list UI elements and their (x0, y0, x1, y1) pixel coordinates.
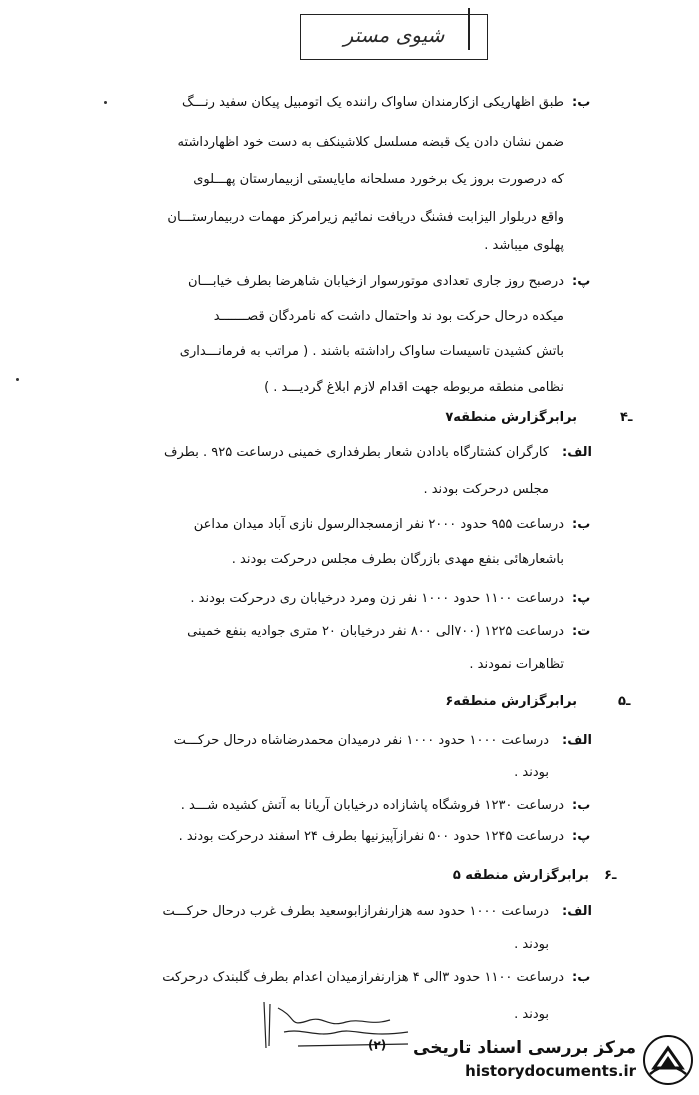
item-mark-b: ب: (572, 517, 591, 532)
item-mark-b: ب: (572, 798, 591, 813)
text-line: درساعت ۱۱۰۰ حدود ۳الی ۴ هزارنفرازمیدان اعدام بطرف گلبندک درحرکت (162, 970, 564, 985)
text-line: واقع دربلوار الیزابت فشنگ دریافت نمائیم زیرامرکز مهمات دربیمارستـــان (167, 210, 564, 225)
section-heading: برابرگزارش منطقه۶ (445, 694, 577, 709)
text-line: درصبح روز جاری تعدادی موتورسوار ازخیابان شاهرضا بطرف خیابـــان (187, 274, 564, 289)
stamp-handwriting: شیوی مستر (343, 23, 445, 47)
text-line: بودند . (514, 937, 549, 952)
text-line: درساعت ۱۲۳۰ فروشگاه پاشازاده درخیابان آریانا به آتش کشیده شـــد . (180, 798, 564, 813)
item-mark-b: ب: (572, 970, 591, 985)
item-mark-alef: الف: (562, 733, 593, 748)
section-number-5: ـ۵ (618, 694, 631, 709)
text-line: بودند . (514, 765, 549, 780)
text-line: درساعت ۱۰۰۰ حدود ۱۰۰۰ نفر درمیدان محمدرضاشاه درحال حرکـــت (173, 733, 549, 748)
item-mark-p: پ: (572, 829, 591, 844)
signature-scribble-icon (258, 998, 418, 1056)
text-line: درساعت ۹۵۵ حدود ۲۰۰۰ نفر ازمسجدالرسول نازی آباد میدان مداعن (193, 517, 564, 532)
archive-logo-icon (642, 1034, 694, 1090)
item-mark-p: پ: (572, 591, 591, 606)
watermark (412, 1032, 694, 1088)
page-number: (۲) (368, 1038, 387, 1052)
text-line: که درصورت بروز یک برخورد مسلحانه مایایستی ازبیمارستان پهـــلوی (193, 172, 564, 187)
text-line: بودند . (514, 1007, 549, 1022)
text-line: باتش کشیدن تاسیسات ساواک راداشته باشند . ( مراتب به فرمانـــداری (179, 344, 564, 359)
watermark-url: historydocuments.ir (465, 1062, 636, 1080)
text-line: درساعت ۱۲۲۵ (۷۰۰الی ۸۰۰ نفر درخیابان ۲۰ متری جوادیه بنفع خمینی (187, 624, 564, 639)
text-line: درساعت ۱۰۰۰ حدود سه هزارنفرازابوسعید بطرف غرب درحال حرکـــت (162, 904, 549, 919)
scan-speck (104, 101, 107, 104)
section-heading: برابرگزارش منطقه ۵ (452, 868, 589, 883)
item-mark-t: ت: (572, 624, 591, 639)
item-mark-alef: الف: (562, 445, 593, 460)
text-line: درساعت ۱۱۰۰ حدود ۱۰۰۰ نفر زن ومرد درخیابان ری درحرکت بودند . (190, 591, 564, 606)
text-line: نظامی منطقه مربوطه جهت اقدام لازم ابلاغ گردیـــد . ) (264, 380, 564, 395)
text-line: باشعارهائی بنفع مهدی بازرگان بطرف مجلس درحرکت بودند . (231, 552, 564, 567)
section-number-4: ۴ـ (620, 410, 633, 425)
text-line: کارگران کشتارگاه بادادن شعار بطرفداری خمینی درساعت ۹۲۵ . بطرف (163, 445, 549, 460)
watermark-title: مرکز بررسی اسناد تاریخی (413, 1038, 636, 1058)
text-line: میکده درحال حرکت بود ند واحتمال داشت که نامردگان قصـــــــد (213, 309, 564, 324)
scan-speck (16, 378, 19, 381)
text-line: پهلوی میباشد . (484, 238, 564, 253)
item-mark-b: ب: (572, 95, 591, 110)
item-mark-alef: الف: (562, 904, 593, 919)
header-stamp (300, 14, 488, 60)
text-line: ضمن نشان دادن یک قبضه مسلسل کلاشینکف به دست خود اظهارداشته (177, 135, 564, 150)
text-line: درساعت ۱۲۴۵ حدود ۵۰۰ نفرازآپیزنیها بطرف ۲۴ اسفند درحرکت بودند . (178, 829, 564, 844)
section-heading: برابرگزارش منطقه۷ (445, 410, 577, 425)
text-line: طبق اظهاریکی ازکارمندان ساواک راننده یک اتومبیل پیکان سفید رنـــگ (181, 95, 564, 110)
signature (258, 998, 418, 1060)
text-line: مجلس درحرکت بودند . (423, 482, 549, 497)
section-number-6: ۶ـ (604, 868, 617, 883)
item-mark-p: پ: (572, 274, 591, 289)
stamp-stroke (468, 8, 470, 50)
text-line: تظاهرات نمودند . (469, 657, 564, 672)
